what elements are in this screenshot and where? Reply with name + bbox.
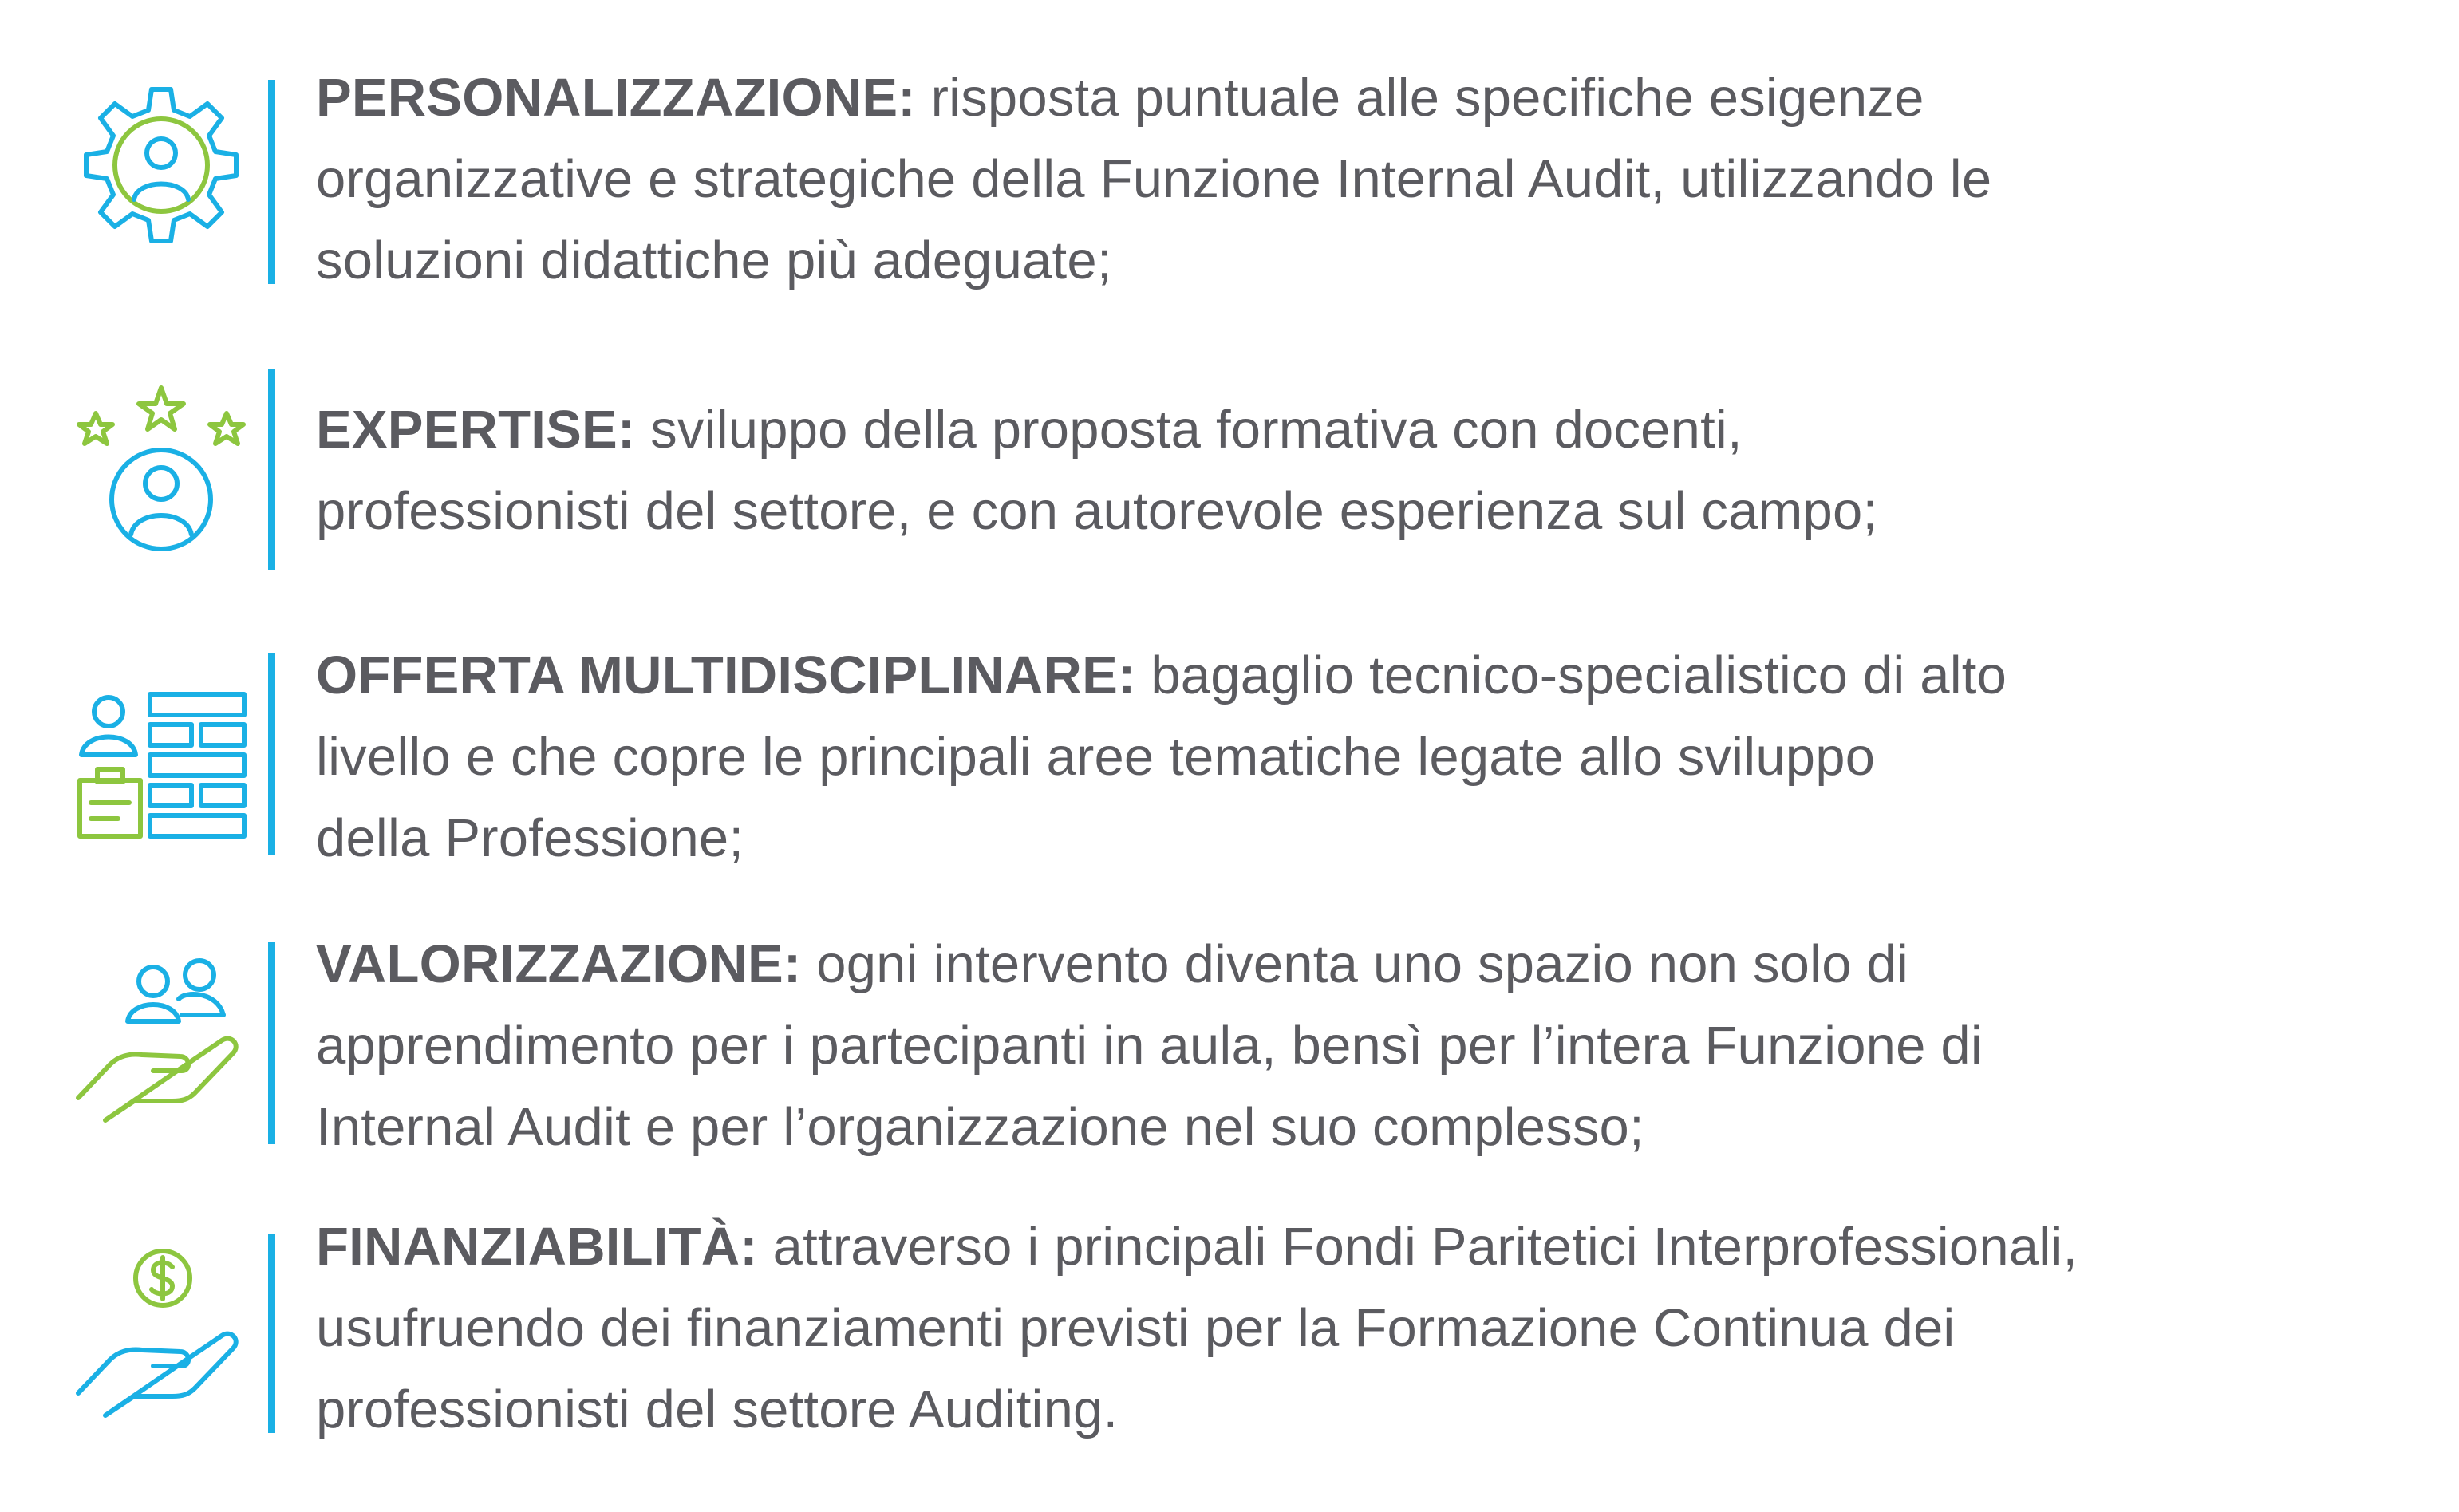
divider-bar [268,942,275,1144]
feature-title: FINANZIABILITÀ: [316,1217,758,1277]
people-bricks-icon [73,686,249,862]
text-line: della Professione; [316,808,744,868]
text-line: FINANZIABILITÀ: attraverso i principali Fondi Paritetici Interprofessionali, [316,1217,2078,1277]
hand-coin-icon [73,1246,249,1422]
text-line: EXPERTISE: sviluppo della proposta formativa con docenti, [316,400,1743,460]
feature-title: VALORIZZAZIONE: [316,934,802,994]
divider-bar [268,80,275,284]
text-line: livello e che copre le principali aree tematiche legate allo sviluppo [316,727,1876,787]
divider-bar [268,653,275,855]
text-line: usufruendo dei finanziamenti previsti per la Formazione Continua dei [316,1298,1956,1358]
divider-bar [268,369,275,570]
text-line: OFFERTA MULTIDISCIPLINARE: bagaglio tecnico-specialistico di alto [316,645,2007,705]
text-line: professionisti del settore, e con autorevole esperienza sul campo; [316,481,1878,541]
text-line: Internal Audit e per l’organizzazione nel suo complesso; [316,1097,1644,1157]
feature-text [316,635,2446,879]
hand-people-icon [73,951,249,1127]
feature-title: OFFERTA MULTIDISCIPLINARE: [316,645,1136,705]
text-line: organizzative e strategiche della Funzione Internal Audit, utilizzando le [316,149,1992,209]
feature-title: EXPERTISE: [316,400,636,460]
feature-text [316,57,2446,302]
text-line: VALORIZZAZIONE: ogni intervento diventa uno spazio non solo di [316,934,1909,994]
text-line: professionisti del settore Auditing. [316,1380,1119,1439]
feature-title: PERSONALIZZAZIONE: [316,68,916,128]
text-line: PERSONALIZZAZIONE: risposta puntuale alle specifiche esigenze [316,68,1924,128]
feature-text [316,924,2446,1168]
divider-bar [268,1234,275,1433]
gear-person-icon [73,80,249,255]
stars-person-icon [73,381,249,557]
feature-text [316,389,2446,552]
text-line: soluzioni didattiche più adeguate; [316,231,1112,290]
feature-text [316,1206,2446,1451]
text-line: apprendimento per i partecipanti in aula, bensì per l’intera Funzione di [316,1016,1983,1076]
